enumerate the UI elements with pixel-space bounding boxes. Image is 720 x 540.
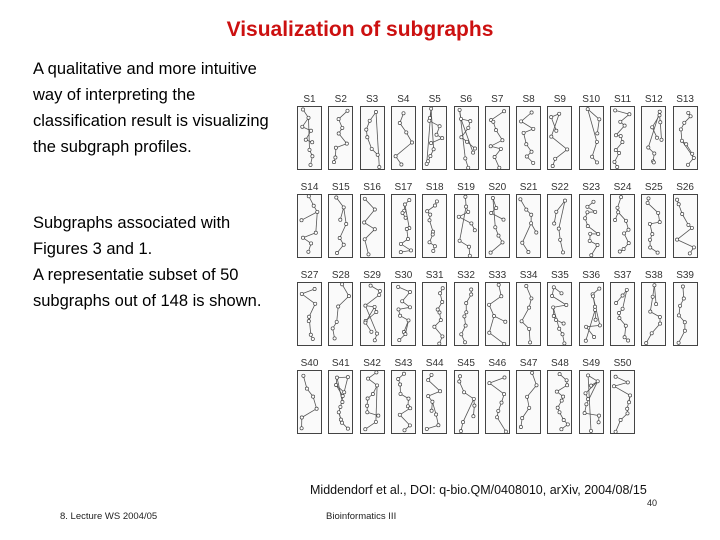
- graph-network-icon: [674, 107, 697, 169]
- graph-network-icon: [486, 195, 509, 257]
- subgraph-label: S35: [550, 270, 569, 281]
- footer-course: Bioinformatics III: [326, 511, 397, 522]
- subgraph-label: S26: [676, 182, 694, 193]
- subgraph-thumbnail: [296, 358, 323, 436]
- subgraph-thumbnail: [578, 182, 605, 260]
- subgraph-drawing: [547, 370, 572, 434]
- subgraph-thumbnail: [640, 270, 667, 348]
- graph-network-icon: [486, 371, 509, 433]
- caption-line-1: Subgraphs associated with Figures 3 and 1.: [33, 214, 231, 258]
- graph-network-icon: [580, 107, 603, 169]
- subgraph-thumbnail: [421, 94, 448, 172]
- subgraph-thumbnail: [390, 270, 417, 348]
- graph-network-icon: [298, 107, 321, 169]
- subgraph-thumbnail: [546, 94, 573, 172]
- subgraph-label: S12: [644, 94, 663, 105]
- subgraph-drawing: [422, 282, 447, 346]
- subgraph-label: S6: [459, 94, 473, 105]
- subgraph-thumbnail: [390, 94, 417, 172]
- graph-network-icon: [517, 195, 540, 257]
- subgraph-thumbnail: [515, 182, 542, 260]
- subgraph-drawing: [328, 370, 353, 434]
- subgraph-label: S39: [676, 270, 694, 281]
- subgraph-drawing: [391, 282, 416, 346]
- subgraph-drawing: [297, 106, 322, 170]
- subgraph-drawing: [454, 106, 479, 170]
- subgraph-thumbnail: [421, 182, 448, 260]
- graph-network-icon: [392, 195, 415, 257]
- graph-network-icon: [548, 195, 571, 257]
- subgraph-label: S7: [491, 94, 504, 105]
- graph-network-icon: [611, 195, 634, 257]
- subgraph-label: S33: [488, 270, 507, 281]
- graph-network-icon: [423, 107, 446, 169]
- graph-network-icon: [611, 107, 634, 169]
- subgraph-thumbnail: [327, 270, 354, 348]
- subgraph-thumbnail: [359, 358, 386, 436]
- subgraph-label: S3: [365, 94, 379, 105]
- subgraph-thumbnail: [484, 182, 511, 260]
- subgraph-label: S36: [582, 270, 601, 281]
- subgraph-thumbnail: [546, 358, 573, 436]
- graph-network-icon: [580, 371, 603, 433]
- subgraph-label: S5: [428, 94, 441, 105]
- subgraph-label: S22: [550, 182, 569, 193]
- graph-network-icon: [455, 195, 478, 257]
- subgraph-drawing: [360, 106, 385, 170]
- subgraph-label: S20: [488, 182, 507, 193]
- subgraph-drawing: [610, 282, 635, 346]
- subgraph-drawing: [297, 282, 322, 346]
- graph-network-icon: [392, 371, 415, 433]
- subgraph-drawing: [297, 194, 322, 258]
- subgraph-drawing: [641, 282, 666, 346]
- subgraph-label: S24: [613, 182, 632, 193]
- subgraph-label: S45: [457, 358, 475, 369]
- subgraph-drawing: [579, 106, 604, 170]
- caption-line-2: A representatie subset of 50 subgraphs out of 148 is shown.: [33, 266, 262, 310]
- graph-network-icon: [611, 371, 634, 433]
- citation: Middendorf et al., DOI: q-bio.QM/0408010, arXiv, 2004/08/15: [310, 483, 647, 497]
- subgraph-label: S30: [394, 270, 413, 281]
- subgraph-thumbnail: [609, 270, 636, 348]
- graph-network-icon: [298, 283, 321, 345]
- subgraph-drawing: [454, 370, 479, 434]
- subgraph-label: S43: [394, 358, 413, 369]
- graph-network-icon: [423, 371, 446, 433]
- subgraph-drawing: [485, 282, 510, 346]
- subgraph-label: S27: [300, 270, 319, 281]
- graph-network-icon: [361, 195, 384, 257]
- subgraph-label: S9: [553, 94, 566, 105]
- subgraph-thumbnail: [390, 182, 417, 260]
- subgraph-label: S32: [457, 270, 475, 281]
- subgraph-thumbnail: [515, 94, 542, 172]
- subgraph-thumbnail: [421, 270, 448, 348]
- intro-paragraph: A qualitative and more intuitive way of interpreting the classification result is visualizing the subgraph profiles.: [33, 60, 269, 156]
- subgraph-thumbnail: [578, 94, 605, 172]
- subgraph-thumbnail: [672, 270, 699, 348]
- graph-network-icon: [361, 107, 384, 169]
- subgraph-thumbnail: [327, 94, 354, 172]
- graph-network-icon: [392, 283, 415, 345]
- subgraph-thumbnail: [484, 270, 511, 348]
- subgraph-label: S38: [644, 270, 663, 281]
- subgraph-drawing: [579, 370, 604, 434]
- subgraph-drawing: [641, 194, 666, 258]
- subgraph-thumbnail: [609, 358, 636, 436]
- subgraph-label: S46: [488, 358, 507, 369]
- subgraph-thumbnail: [578, 358, 605, 436]
- subgraph-drawing: [516, 370, 541, 434]
- graph-network-icon: [486, 283, 509, 345]
- subgraph-thumbnail: [515, 358, 542, 436]
- subgraph-thumbnail: [421, 358, 448, 436]
- subgraph-label: S1: [303, 94, 316, 105]
- subgraph-drawing: [360, 194, 385, 258]
- graph-network-icon: [642, 195, 665, 257]
- subgraph-label: S50: [613, 358, 632, 369]
- subgraph-drawing: [641, 106, 666, 170]
- graph-network-icon: [642, 107, 665, 169]
- subgraph-drawing: [673, 106, 698, 170]
- subgraph-label: S41: [331, 358, 350, 369]
- subgraph-drawing: [454, 282, 479, 346]
- graph-network-icon: [517, 283, 540, 345]
- subgraph-thumbnail: [453, 270, 480, 348]
- subgraph-thumbnail: [484, 94, 511, 172]
- subgraph-drawing: [360, 282, 385, 346]
- subgraph-thumbnail: [327, 182, 354, 260]
- subgraph-label: S16: [363, 182, 381, 193]
- subgraph-drawing: [391, 194, 416, 258]
- graph-network-icon: [642, 283, 665, 345]
- subgraph-label: S17: [394, 182, 413, 193]
- subgraph-drawing: [391, 106, 416, 170]
- subgraph-label: S14: [300, 182, 319, 193]
- subgraph-label: S10: [582, 94, 601, 105]
- subgraph-label: S34: [519, 270, 538, 281]
- subgraph-thumbnail: [515, 270, 542, 348]
- subgraph-drawing: [516, 194, 541, 258]
- graph-network-icon: [611, 283, 634, 345]
- subgraph-drawing: [610, 106, 635, 170]
- graph-network-icon: [455, 107, 478, 169]
- figure-caption: [33, 210, 283, 314]
- subgraph-thumbnail: [484, 358, 511, 436]
- graph-network-icon: [392, 107, 415, 169]
- page-number: 40: [647, 498, 658, 508]
- subgraph-drawing: [422, 370, 447, 434]
- subgraph-thumbnail: [296, 182, 323, 260]
- graph-network-icon: [329, 195, 352, 257]
- subgraph-thumbnail: [327, 358, 354, 436]
- slide-title: Visualization of subgraphs: [226, 18, 494, 41]
- graph-network-icon: [361, 371, 384, 433]
- subgraph-thumbnail: [390, 358, 417, 436]
- graph-network-icon: [329, 107, 352, 169]
- subgraph-thumbnail: [609, 94, 636, 172]
- subgraph-thumbnail: [453, 358, 480, 436]
- subgraph-label: S18: [425, 182, 444, 193]
- subgraph-drawing: [673, 194, 698, 258]
- subgraph-label: S44: [425, 358, 444, 369]
- subgraph-thumbnail: [578, 270, 605, 348]
- graph-network-icon: [329, 371, 352, 433]
- subgraph-label: S37: [613, 270, 632, 281]
- graph-network-icon: [486, 107, 509, 169]
- subgraph-drawing: [673, 282, 698, 346]
- subgraph-thumbnail: [296, 94, 323, 172]
- subgraph-label: S48: [550, 358, 569, 369]
- subgraph-drawing: [422, 194, 447, 258]
- subgraph-drawing: [485, 106, 510, 170]
- subgraph-thumbnail: [546, 270, 573, 348]
- subgraph-thumbnail: [609, 182, 636, 260]
- subgraph-drawing: [547, 282, 572, 346]
- graph-network-icon: [423, 195, 446, 257]
- subgraph-drawing: [485, 370, 510, 434]
- subgraph-drawing: [328, 194, 353, 258]
- subgraph-label: S28: [331, 270, 350, 281]
- subgraph-thumbnail: [640, 94, 667, 172]
- subgraph-thumbnail: [672, 94, 699, 172]
- subgraph-label: S15: [331, 182, 350, 193]
- subgraph-label: S29: [363, 270, 381, 281]
- subgraph-drawing: [610, 194, 635, 258]
- graph-network-icon: [548, 371, 571, 433]
- subgraph-thumbnail: [453, 182, 480, 260]
- graph-network-icon: [455, 371, 478, 433]
- graph-network-icon: [423, 283, 446, 345]
- subgraph-label: S25: [644, 182, 663, 193]
- graph-network-icon: [298, 195, 321, 257]
- subgraph-label: S8: [522, 94, 535, 105]
- subgraph-drawing: [360, 370, 385, 434]
- graph-network-icon: [548, 107, 571, 169]
- subgraph-label: S11: [613, 94, 632, 105]
- subgraph-drawing: [454, 194, 479, 258]
- subgraph-drawing: [297, 370, 322, 434]
- subgraph-label: S13: [676, 94, 694, 105]
- subgraph-drawing: [485, 194, 510, 258]
- graph-network-icon: [674, 195, 697, 257]
- subgraph-label: S2: [334, 94, 347, 105]
- subgraph-label: S19: [457, 182, 475, 193]
- subgraph-drawing: [422, 106, 447, 170]
- subgraph-drawing: [516, 282, 541, 346]
- subgraph-thumbnail: [640, 182, 667, 260]
- subgraph-drawing: [579, 282, 604, 346]
- subgraph-grid: [296, 94, 702, 430]
- subgraph-drawing: [328, 282, 353, 346]
- subgraph-label: S49: [582, 358, 601, 369]
- subgraph-thumbnail: [359, 270, 386, 348]
- graph-network-icon: [329, 283, 352, 345]
- graph-network-icon: [580, 283, 603, 345]
- graph-network-icon: [361, 283, 384, 345]
- graph-network-icon: [517, 107, 540, 169]
- subgraph-thumbnail: [359, 182, 386, 260]
- subgraph-label: S47: [519, 358, 538, 369]
- subgraph-thumbnail: [546, 182, 573, 260]
- graph-network-icon: [580, 195, 603, 257]
- subgraph-label: S23: [582, 182, 601, 193]
- subgraph-drawing: [547, 194, 572, 258]
- graph-network-icon: [455, 283, 478, 345]
- graph-network-icon: [517, 371, 540, 433]
- footer-lecture: 8. Lecture WS 2004/05: [60, 511, 158, 522]
- subgraph-drawing: [579, 194, 604, 258]
- graph-network-icon: [548, 283, 571, 345]
- subgraph-drawing: [516, 106, 541, 170]
- subgraph-label: S31: [425, 270, 444, 281]
- subgraph-label: S42: [363, 358, 381, 369]
- graph-network-icon: [298, 371, 321, 433]
- subgraph-label: S4: [397, 94, 410, 105]
- subgraph-thumbnail: [453, 94, 480, 172]
- subgraph-drawing: [328, 106, 353, 170]
- subgraph-drawing: [547, 106, 572, 170]
- subgraph-thumbnail: [296, 270, 323, 348]
- subgraph-thumbnail: [359, 94, 386, 172]
- subgraph-drawing: [610, 370, 635, 434]
- graph-network-icon: [674, 283, 697, 345]
- subgraph-label: S21: [519, 182, 538, 193]
- subgraph-drawing: [391, 370, 416, 434]
- subgraph-thumbnail: [672, 182, 699, 260]
- subgraph-label: S40: [300, 358, 319, 369]
